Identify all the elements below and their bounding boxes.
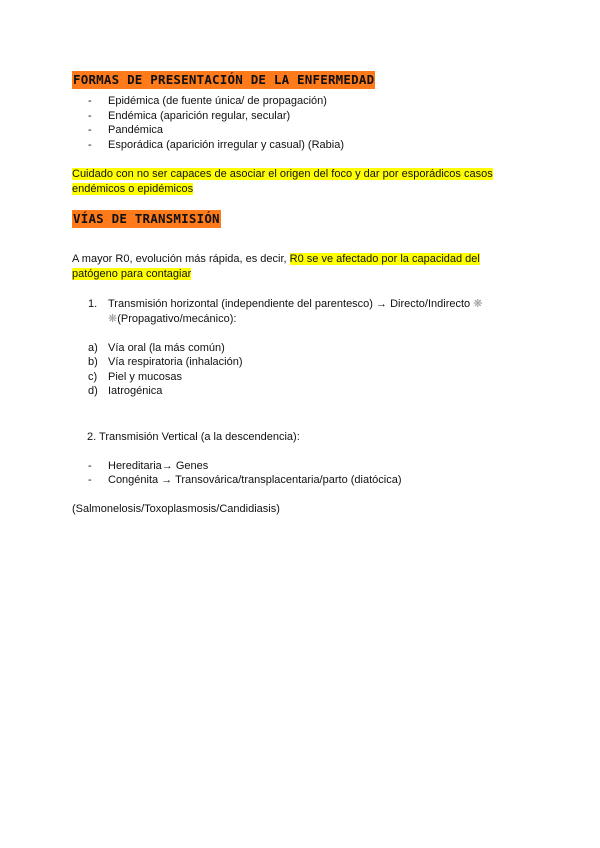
list-item-text: Pandémica [108,124,164,136]
note-line-2: endémicos o epidémicos [72,182,194,195]
list-letter: d) [88,385,98,397]
list-item [88,109,290,124]
section-heading-formas [72,73,375,88]
intro-highlight-line-1: R0 se ve afectado por la capacidad del [289,253,480,265]
list-item-text: Piel y mucosas [108,370,182,383]
list-bullet: - [88,109,92,122]
list-letter: a) [88,341,98,354]
numbered-item-vertical [87,430,300,445]
section-heading-formas-text: FORMAS DE PRESENTACIÓN DE LA ENFERMEDAD [73,72,375,87]
list-item [88,384,162,399]
list-bullet: - [88,138,92,151]
list-item-text: Epidémica (de fuente única/ de propagación) [108,95,327,107]
section-heading-vias [72,212,221,227]
list-item-text: Iatrogénica [108,385,163,397]
intro-paragraph [72,252,502,281]
list-letter: c) [88,370,98,383]
numbered-item-horizontal [88,297,482,312]
list-item-text: Esporádica (aparición irregular y casual) (Rabia) [108,138,344,151]
list-item-text: Hereditaria→ Genes [108,459,209,472]
horizontal-text-line-2: (Propagativo/mecánico): [117,312,237,325]
list-item [88,138,344,153]
list-item [88,341,225,356]
snowflake-icon: ❋ [108,312,118,325]
highlighted-note [72,167,502,196]
list-item [88,370,182,385]
list-item [88,473,401,488]
list-item-text: Endémica (aparición regular, secular) [108,109,291,122]
list-bullet: - [88,474,92,486]
section-heading-vias-text: VÍAS DE TRANSMISIÓN [73,211,220,226]
intro-highlight-line-2: patógeno para contagiar [72,267,192,280]
list-item-text: Congénita → Transovárica/transplacentaria/parto (diatócica) [108,474,402,486]
list-item [88,123,163,138]
list-item-text: Vía oral (la más común) [108,341,225,354]
list-number: 1. [88,298,98,310]
note-line-1: Cuidado con no ser capaces de asociar el origen del foco y dar por esporádicos casos [72,168,493,180]
list-bullet: - [88,95,92,107]
list-item [88,459,208,474]
intro-plain-text: A mayor R0, evolución más rápida, es decir, [72,253,290,265]
list-item-text: Vía respiratoria (inhalación) [108,356,243,368]
vertical-text: 2. Transmisión Vertical (a la descendencia): [87,430,300,443]
examples-paragraph [72,502,502,517]
horizontal-continuation [108,312,236,327]
horizontal-text-line-1: Transmisión horizontal (independiente del parentesco) → Directo/Indirecto [108,298,471,310]
snowflake-icon: ❋ [473,298,483,310]
list-bullet: - [88,459,92,472]
list-letter: b) [88,356,98,368]
list-bullet: - [88,124,92,136]
examples-text: (Salmonelosis/Toxoplasmosis/Candidiasis) [72,503,280,515]
list-item [88,94,327,109]
list-item [88,355,243,370]
